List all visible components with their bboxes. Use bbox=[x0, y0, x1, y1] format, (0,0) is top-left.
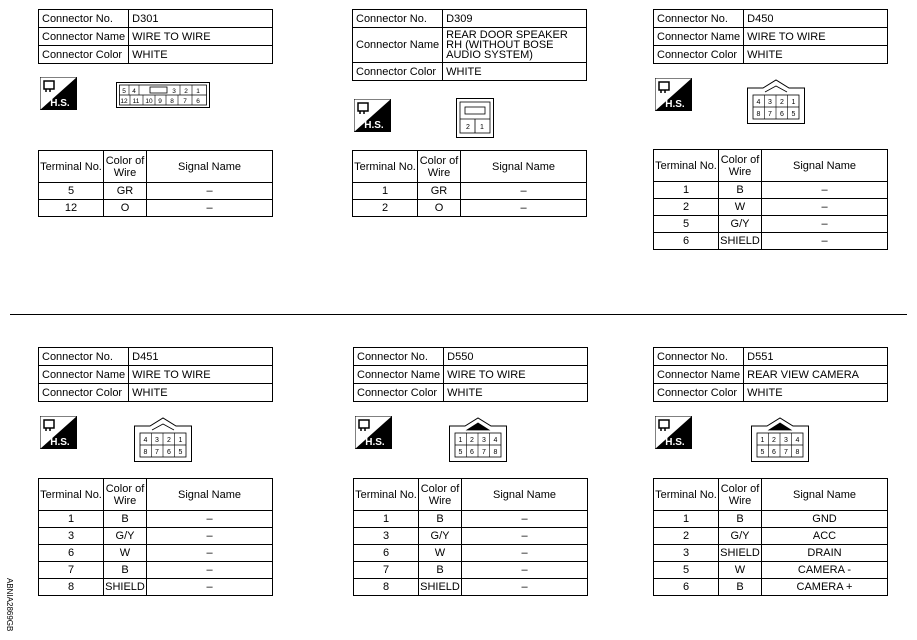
signal-cell: – bbox=[147, 579, 273, 596]
connector-face-d451 bbox=[134, 416, 192, 462]
pin-label: 1 bbox=[760, 437, 765, 444]
hs-label: H.S. bbox=[665, 437, 685, 448]
signal-table-d450 bbox=[653, 149, 888, 250]
signal-cell: – bbox=[147, 528, 273, 545]
connector-name-label: Connector Name bbox=[654, 28, 744, 46]
connector-name-value: REAR DOOR SPEAKER RH (WITHOUT BOSE AUDIO SYSTEM) bbox=[443, 28, 587, 63]
signal-cell: ACC bbox=[762, 528, 888, 545]
color-of-wire-header: Color of Wire bbox=[418, 151, 461, 183]
terminal-cell: 2 bbox=[654, 199, 719, 216]
signal-cell: DRAIN bbox=[762, 545, 888, 562]
connector-face-d301 bbox=[116, 82, 210, 108]
connector-name-value: REAR VIEW CAMERA bbox=[744, 366, 888, 384]
terminal-cell: 5 bbox=[654, 562, 719, 579]
connector-name-value: WIRE TO WIRE bbox=[129, 28, 273, 46]
terminal-cell: 7 bbox=[354, 562, 419, 579]
terminal-cell: 8 bbox=[39, 579, 104, 596]
signal-cell: – bbox=[462, 579, 588, 596]
connector-color-label: Connector Color bbox=[39, 46, 129, 64]
color-of-wire-header: Color of Wire bbox=[719, 150, 762, 182]
connector-info-table bbox=[38, 347, 273, 402]
table-row bbox=[39, 579, 273, 596]
wire-color-cell: B bbox=[419, 511, 462, 528]
terminal-cell: 3 bbox=[39, 528, 104, 545]
figure-code: ABNIA2869GB bbox=[5, 578, 14, 632]
wire-color-cell: G/Y bbox=[104, 528, 147, 545]
wire-color-cell: B bbox=[719, 511, 762, 528]
color-of-wire-header: Color of Wire bbox=[104, 151, 147, 183]
wire-color-cell: B bbox=[419, 562, 462, 579]
table-row bbox=[654, 562, 888, 579]
terminal-cell: 1 bbox=[353, 183, 418, 200]
pin-label: 3 bbox=[768, 99, 772, 106]
signal-cell: – bbox=[762, 216, 888, 233]
pin-label: 4 bbox=[493, 437, 498, 444]
signal-cell: – bbox=[147, 511, 273, 528]
connector-name-label: Connector Name bbox=[353, 28, 443, 63]
pin-label: 2 bbox=[167, 437, 171, 444]
connector-name-label: Connector Name bbox=[654, 366, 744, 384]
connector-face-d551 bbox=[751, 416, 809, 462]
table-row bbox=[354, 562, 588, 579]
terminal-no-header: Terminal No. bbox=[354, 479, 419, 511]
signal-cell: – bbox=[462, 562, 588, 579]
pin-label: 8 bbox=[170, 98, 174, 105]
wire-color-cell: O bbox=[104, 200, 147, 217]
color-of-wire-header: Color of Wire bbox=[104, 479, 147, 511]
pin-label: 9 bbox=[158, 98, 162, 105]
connector-no-value: D550 bbox=[444, 348, 588, 366]
table-row bbox=[654, 545, 888, 562]
pin-label: 10 bbox=[145, 98, 153, 105]
table-row bbox=[39, 183, 273, 200]
terminal-cell: 1 bbox=[654, 511, 719, 528]
signal-table-d550 bbox=[353, 478, 588, 596]
connector-name-value: WIRE TO WIRE bbox=[744, 28, 888, 46]
connector-no-value: D450 bbox=[744, 10, 888, 28]
hs-icon bbox=[355, 416, 392, 449]
terminal-cell: 7 bbox=[39, 562, 104, 579]
signal-cell: GND bbox=[762, 511, 888, 528]
table-row bbox=[354, 528, 588, 545]
table-row bbox=[654, 199, 888, 216]
terminal-cell: 8 bbox=[354, 579, 419, 596]
wire-color-cell: O bbox=[418, 200, 461, 217]
wire-color-cell: G/Y bbox=[719, 216, 762, 233]
terminal-cell: 1 bbox=[354, 511, 419, 528]
connector-face-d550 bbox=[449, 416, 507, 462]
pin-label: 4 bbox=[143, 437, 148, 444]
connector-color-value: WHITE bbox=[744, 384, 888, 402]
pin-label: 5 bbox=[458, 449, 463, 456]
connector-block-d550 bbox=[353, 347, 588, 402]
pin-label: 2 bbox=[780, 99, 784, 106]
connector-color-value: WHITE bbox=[744, 46, 888, 64]
signal-cell: – bbox=[462, 545, 588, 562]
hs-icon bbox=[40, 77, 77, 110]
connector-no-label: Connector No. bbox=[354, 348, 444, 366]
pin-label: 6 bbox=[196, 98, 200, 105]
terminal-cell: 1 bbox=[654, 182, 719, 199]
table-row bbox=[654, 511, 888, 528]
wire-color-cell: B bbox=[104, 511, 147, 528]
pin-label: 2 bbox=[470, 437, 474, 444]
connector-no-label: Connector No. bbox=[353, 10, 443, 28]
terminal-cell: 6 bbox=[39, 545, 104, 562]
connector-block-d551 bbox=[653, 347, 888, 402]
terminal-cell: 5 bbox=[39, 183, 104, 200]
pin-label: 2 bbox=[184, 88, 188, 95]
pin-label: 8 bbox=[795, 449, 800, 456]
connector-color-value: WHITE bbox=[443, 63, 587, 81]
terminal-no-header: Terminal No. bbox=[654, 479, 719, 511]
color-of-wire-header: Color of Wire bbox=[719, 479, 762, 511]
section-divider bbox=[10, 314, 907, 315]
table-row bbox=[654, 579, 888, 596]
pin-label: 8 bbox=[493, 449, 498, 456]
connector-color-label: Connector Color bbox=[354, 384, 444, 402]
connector-color-value: WHITE bbox=[129, 46, 273, 64]
pin-label: 1 bbox=[196, 88, 200, 95]
table-row bbox=[353, 183, 587, 200]
pin-label: 1 bbox=[458, 437, 463, 444]
wire-color-cell: SHIELD bbox=[419, 579, 462, 596]
terminal-no-header: Terminal No. bbox=[654, 150, 719, 182]
connector-name-label: Connector Name bbox=[39, 366, 129, 384]
table-row bbox=[39, 562, 273, 579]
terminal-cell: 6 bbox=[654, 579, 719, 596]
pin-label: 7 bbox=[482, 449, 486, 456]
connector-no-value: D551 bbox=[744, 348, 888, 366]
terminal-cell: 3 bbox=[354, 528, 419, 545]
table-row bbox=[39, 545, 273, 562]
pin-label: 2 bbox=[772, 437, 776, 444]
pin-label: 6 bbox=[167, 449, 171, 456]
pin-label: 8 bbox=[756, 111, 761, 118]
terminal-no-header: Terminal No. bbox=[39, 479, 104, 511]
signal-cell: – bbox=[147, 562, 273, 579]
connector-info-table bbox=[352, 9, 587, 81]
table-row bbox=[39, 528, 273, 545]
connector-no-value: D301 bbox=[129, 10, 273, 28]
connector-no-label: Connector No. bbox=[654, 348, 744, 366]
pin-label: 1 bbox=[480, 124, 484, 131]
signal-cell: – bbox=[461, 183, 587, 200]
pin-label: 7 bbox=[183, 98, 187, 105]
table-row bbox=[354, 511, 588, 528]
table-row bbox=[654, 182, 888, 199]
connector-face-d309 bbox=[456, 98, 494, 138]
terminal-cell: 6 bbox=[654, 233, 719, 250]
pin-label: 6 bbox=[470, 449, 474, 456]
terminal-cell: 2 bbox=[353, 200, 418, 217]
wire-color-cell: GR bbox=[418, 183, 461, 200]
pin-label: 1 bbox=[791, 99, 796, 106]
terminal-cell: 1 bbox=[39, 511, 104, 528]
wire-color-cell: W bbox=[104, 545, 147, 562]
table-row bbox=[654, 528, 888, 545]
signal-cell: CAMERA - bbox=[762, 562, 888, 579]
wire-color-cell: SHIELD bbox=[719, 233, 762, 250]
pin-label: 5 bbox=[760, 449, 765, 456]
pin-label: 4 bbox=[795, 437, 800, 444]
connector-color-label: Connector Color bbox=[654, 46, 744, 64]
connector-color-label: Connector Color bbox=[353, 63, 443, 81]
pin-label: 4 bbox=[132, 88, 136, 95]
wire-color-cell: G/Y bbox=[719, 528, 762, 545]
connector-name-value: WIRE TO WIRE bbox=[444, 366, 588, 384]
wire-color-cell: B bbox=[719, 182, 762, 199]
signal-name-header: Signal Name bbox=[762, 479, 888, 511]
wire-color-cell: B bbox=[719, 579, 762, 596]
pin-label: 12 bbox=[120, 98, 128, 105]
signal-name-header: Signal Name bbox=[762, 150, 888, 182]
signal-cell: – bbox=[462, 528, 588, 545]
signal-name-header: Signal Name bbox=[461, 151, 587, 183]
hs-label: H.S. bbox=[665, 99, 685, 110]
connector-no-value: D309 bbox=[443, 10, 587, 28]
connector-color-value: WHITE bbox=[129, 384, 273, 402]
terminal-cell: 2 bbox=[654, 528, 719, 545]
hs-label: H.S. bbox=[50, 98, 70, 109]
wire-color-cell: SHIELD bbox=[104, 579, 147, 596]
pin-label: 6 bbox=[772, 449, 776, 456]
pin-label: 11 bbox=[132, 98, 140, 105]
signal-name-header: Signal Name bbox=[147, 479, 273, 511]
connector-name-label: Connector Name bbox=[39, 28, 129, 46]
wire-color-cell: W bbox=[719, 199, 762, 216]
wire-color-cell: B bbox=[104, 562, 147, 579]
signal-cell: – bbox=[461, 200, 587, 217]
signal-table-d301 bbox=[38, 150, 273, 217]
terminal-cell: 3 bbox=[654, 545, 719, 562]
hs-label: H.S. bbox=[364, 120, 384, 131]
terminal-cell: 6 bbox=[354, 545, 419, 562]
hs-label: H.S. bbox=[365, 437, 385, 448]
connector-color-label: Connector Color bbox=[654, 384, 744, 402]
signal-name-header: Signal Name bbox=[462, 479, 588, 511]
connector-color-value: WHITE bbox=[444, 384, 588, 402]
table-row bbox=[353, 200, 587, 217]
wire-color-cell: W bbox=[419, 545, 462, 562]
table-row bbox=[654, 216, 888, 233]
pin-label: 2 bbox=[466, 124, 470, 131]
signal-cell: – bbox=[762, 233, 888, 250]
connector-no-label: Connector No. bbox=[39, 348, 129, 366]
signal-cell: CAMERA + bbox=[762, 579, 888, 596]
wire-color-cell: GR bbox=[104, 183, 147, 200]
connector-info-table bbox=[38, 9, 273, 64]
connector-no-value: D451 bbox=[129, 348, 273, 366]
connector-block-d450 bbox=[653, 9, 888, 64]
pin-label: 4 bbox=[756, 99, 761, 106]
wire-color-cell: W bbox=[719, 562, 762, 579]
hs-icon bbox=[655, 416, 692, 449]
pin-label: 5 bbox=[122, 88, 126, 95]
pin-label: 7 bbox=[155, 449, 159, 456]
connector-face-d450 bbox=[747, 78, 805, 124]
signal-cell: – bbox=[462, 511, 588, 528]
hs-icon bbox=[40, 416, 77, 449]
wire-color-cell: G/Y bbox=[419, 528, 462, 545]
signal-cell: – bbox=[762, 199, 888, 216]
connector-color-label: Connector Color bbox=[39, 384, 129, 402]
connector-info-table bbox=[653, 347, 888, 402]
terminal-no-header: Terminal No. bbox=[353, 151, 418, 183]
connector-name-value: WIRE TO WIRE bbox=[129, 366, 273, 384]
table-row bbox=[39, 511, 273, 528]
pin-label: 6 bbox=[780, 111, 784, 118]
signal-cell: – bbox=[147, 183, 273, 200]
connector-name-label: Connector Name bbox=[354, 366, 444, 384]
signal-cell: – bbox=[762, 182, 888, 199]
signal-name-header: Signal Name bbox=[147, 151, 273, 183]
pin-label: 7 bbox=[768, 111, 772, 118]
connector-no-label: Connector No. bbox=[39, 10, 129, 28]
table-row bbox=[39, 200, 273, 217]
signal-table-d309 bbox=[352, 150, 587, 217]
table-row bbox=[354, 579, 588, 596]
pin-label: 3 bbox=[172, 88, 176, 95]
terminal-cell: 12 bbox=[39, 200, 104, 217]
signal-cell: – bbox=[147, 545, 273, 562]
wire-color-cell: SHIELD bbox=[719, 545, 762, 562]
connector-block-d451 bbox=[38, 347, 273, 402]
pin-label: 8 bbox=[143, 449, 148, 456]
connector-info-table bbox=[353, 347, 588, 402]
pin-label: 7 bbox=[784, 449, 788, 456]
connector-no-label: Connector No. bbox=[654, 10, 744, 28]
terminal-no-header: Terminal No. bbox=[39, 151, 104, 183]
connector-block-d309 bbox=[352, 9, 587, 81]
signal-table-d451 bbox=[38, 478, 273, 596]
pin-label: 1 bbox=[178, 437, 183, 444]
terminal-cell: 5 bbox=[654, 216, 719, 233]
table-row bbox=[654, 233, 888, 250]
hs-label: H.S. bbox=[50, 437, 70, 448]
signal-cell: – bbox=[147, 200, 273, 217]
color-of-wire-header: Color of Wire bbox=[419, 479, 462, 511]
hs-icon bbox=[354, 99, 391, 132]
pin-label: 3 bbox=[482, 437, 486, 444]
signal-table-d551 bbox=[653, 478, 888, 596]
pin-label: 3 bbox=[155, 437, 159, 444]
pin-label: 3 bbox=[784, 437, 788, 444]
hs-icon bbox=[655, 78, 692, 111]
connector-info-table bbox=[653, 9, 888, 64]
connector-block-d301 bbox=[38, 9, 273, 64]
pin-label: 5 bbox=[791, 111, 796, 118]
table-row bbox=[354, 545, 588, 562]
pin-label: 5 bbox=[178, 449, 183, 456]
